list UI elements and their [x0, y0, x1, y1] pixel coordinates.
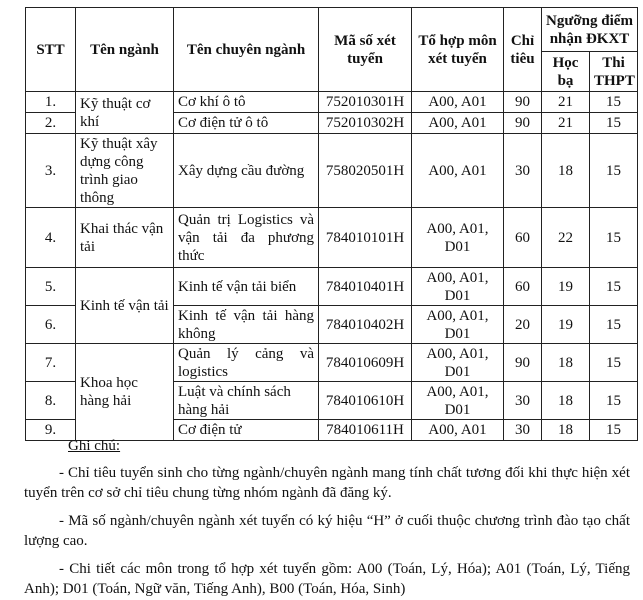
note-quota: - Chỉ tiêu tuyển sinh cho từng ngành/chuyên ngành mang tính chất tương đối khi thực hiện xét tuyển trên cơ sở chỉ tiêu chung từng nhóm ngành đã đăng ký.	[24, 465, 630, 501]
note-code-suffix: - Mã số ngành/chuyên ngành xét tuyển có ký hiệu “H” ở cuối thuộc chương trình đào tạo chất lượng cao.	[24, 513, 630, 549]
quota-cell: 90	[504, 344, 542, 382]
table-row	[26, 208, 638, 268]
code-cell: 752010302H	[319, 113, 412, 134]
table-row	[26, 92, 638, 113]
stt-cell: 2.	[26, 113, 76, 134]
combination-cell: A00, A01	[412, 92, 504, 113]
table-row	[26, 344, 638, 382]
header-exam: Thi THPT	[590, 52, 638, 92]
stt-cell: 4.	[26, 208, 76, 268]
exam-cell: 15	[590, 306, 638, 344]
specialization-cell: Luật và chính sách hàng hải	[174, 382, 319, 420]
code-cell: 784010401H	[319, 268, 412, 306]
exam-cell: 15	[590, 92, 638, 113]
code-cell: 784010610H	[319, 382, 412, 420]
combination-cell: A00, A01, D01	[412, 268, 504, 306]
major-cell: Khoa học hàng hải	[76, 344, 174, 441]
combination-cell: A00, A01	[412, 113, 504, 134]
table-row	[26, 134, 638, 208]
combination-cell: A00, A01, D01	[412, 382, 504, 420]
stt-cell: 8.	[26, 382, 76, 420]
specialization-cell: Cơ điện tử	[174, 420, 319, 441]
quota-cell: 30	[504, 420, 542, 441]
table-row	[26, 268, 638, 306]
code-cell: 784010611H	[319, 420, 412, 441]
quota-cell: 90	[504, 113, 542, 134]
note-subject-combinations: - Chi tiết các môn trong tổ hợp xét tuyển gồm: A00 (Toán, Lý, Hóa); A01 (Toán, Lý, Tiếng Anh); D01 (Toán, Ngữ văn, Tiếng Anh), B00 (Toán, Hóa, Sinh)	[24, 561, 630, 597]
major-cell: Khai thác vận tải	[76, 208, 174, 268]
header-stt: STT	[26, 8, 76, 92]
quota-cell: 20	[504, 306, 542, 344]
header-combination: Tổ hợp môn xét tuyển	[412, 8, 504, 92]
exam-cell: 15	[590, 134, 638, 208]
specialization-cell: Cơ khí ô tô	[174, 92, 319, 113]
quota-cell: 60	[504, 208, 542, 268]
stt-cell: 7.	[26, 344, 76, 382]
quota-cell: 90	[504, 92, 542, 113]
code-cell: 752010301H	[319, 92, 412, 113]
code-cell: 784010402H	[319, 306, 412, 344]
code-cell: 758020501H	[319, 134, 412, 208]
stt-cell: 6.	[26, 306, 76, 344]
specialization-cell: Kinh tế vận tải hàng không	[174, 306, 319, 344]
major-cell: Kỹ thuật cơ khí	[76, 92, 174, 134]
header-quota: Chỉ tiêu	[504, 8, 542, 92]
header-major: Tên ngành	[76, 8, 174, 92]
exam-cell: 15	[590, 208, 638, 268]
combination-cell: A00, A01, D01	[412, 306, 504, 344]
combination-cell: A00, A01, D01	[412, 344, 504, 382]
stt-cell: 9.	[26, 420, 76, 441]
code-cell: 784010609H	[319, 344, 412, 382]
exam-cell: 15	[590, 344, 638, 382]
transcript-cell: 21	[542, 92, 590, 113]
specialization-cell: Quản lý cảng và logistics	[174, 344, 319, 382]
header-specialization: Tên chuyên ngành	[174, 8, 319, 92]
quota-cell: 30	[504, 382, 542, 420]
code-cell: 784010101H	[319, 208, 412, 268]
header-code: Mã số xét tuyển	[319, 8, 412, 92]
transcript-cell: 18	[542, 382, 590, 420]
exam-cell: 15	[590, 268, 638, 306]
specialization-cell: Xây dựng cầu đường	[174, 134, 319, 208]
stt-cell: 3.	[26, 134, 76, 208]
transcript-cell: 18	[542, 344, 590, 382]
transcript-cell: 22	[542, 208, 590, 268]
combination-cell: A00, A01, D01	[412, 208, 504, 268]
header-threshold: Ngưỡng điểm nhận ĐKXT	[542, 8, 638, 52]
quota-cell: 60	[504, 268, 542, 306]
admissions-table	[25, 7, 638, 441]
exam-cell: 15	[590, 113, 638, 134]
header-transcript: Học bạ	[542, 52, 590, 92]
transcript-cell: 21	[542, 113, 590, 134]
transcript-cell: 18	[542, 134, 590, 208]
notes-title: Ghi chú:	[68, 438, 121, 454]
exam-cell: 15	[590, 382, 638, 420]
specialization-cell: Quản trị Logistics và vận tải đa phương thức	[174, 208, 319, 268]
major-cell: Kỹ thuật xây dựng công trình giao thông	[76, 134, 174, 208]
combination-cell: A00, A01	[412, 420, 504, 441]
notes-section	[24, 436, 630, 599]
major-cell: Kinh tế vận tải	[76, 268, 174, 344]
specialization-cell: Cơ điện tử ô tô	[174, 113, 319, 134]
exam-cell: 15	[590, 420, 638, 441]
transcript-cell: 19	[542, 306, 590, 344]
combination-cell: A00, A01	[412, 134, 504, 208]
transcript-cell: 18	[542, 420, 590, 441]
quota-cell: 30	[504, 134, 542, 208]
stt-cell: 5.	[26, 268, 76, 306]
transcript-cell: 19	[542, 268, 590, 306]
specialization-cell: Kinh tế vận tải biển	[174, 268, 319, 306]
stt-cell: 1.	[26, 92, 76, 113]
